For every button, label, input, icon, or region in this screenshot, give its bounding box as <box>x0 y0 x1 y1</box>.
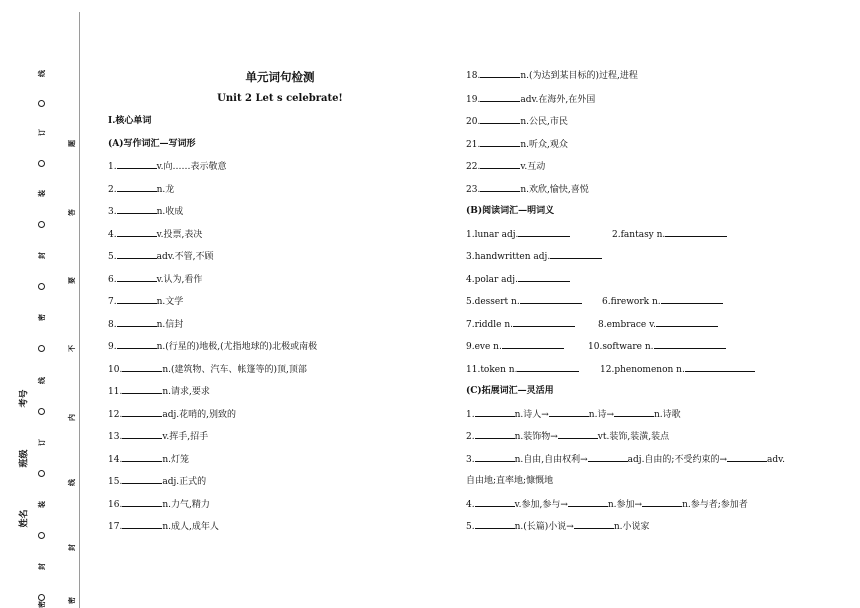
vocab-item <box>466 69 638 82</box>
answer-blank[interactable] <box>122 363 162 372</box>
item-number: 8. <box>108 320 117 330</box>
answer-blank[interactable] <box>588 453 628 462</box>
vocab-item <box>108 363 307 376</box>
answer-blank[interactable] <box>117 205 157 214</box>
item-definition: n.灯笼 <box>162 455 189 465</box>
item-definition: n.力气,精力 <box>162 500 210 510</box>
item-word: 3.handwritten adj. <box>466 252 551 262</box>
item-number: 3. <box>108 207 117 217</box>
vocab-item <box>108 183 174 196</box>
answer-blank[interactable] <box>475 520 515 529</box>
item-number: 19. <box>466 95 481 105</box>
item-definition: n.公民,市民 <box>520 117 568 127</box>
answer-blank[interactable] <box>475 408 515 417</box>
answer-blank[interactable] <box>502 340 564 349</box>
answer-blank[interactable] <box>727 453 767 462</box>
binding-hole <box>38 283 45 290</box>
answer-blank[interactable] <box>117 228 157 237</box>
item-word: 4.polar adj. <box>466 275 518 285</box>
reading-item <box>466 273 570 286</box>
item-number: 2. <box>108 185 117 195</box>
answer-blank[interactable] <box>558 430 598 439</box>
answer-blank[interactable] <box>480 160 520 169</box>
binding-char: 装 <box>37 501 46 508</box>
item-definition: v.向……表示敬意 <box>156 162 227 172</box>
binding-char: 装 <box>37 190 46 197</box>
vocab-item <box>108 520 219 533</box>
answer-blank[interactable] <box>480 138 520 147</box>
answer-blank[interactable] <box>475 498 515 507</box>
answer-blank[interactable] <box>574 520 614 529</box>
class-label: 班级 <box>19 449 30 468</box>
vocab-item <box>466 138 568 151</box>
binding-hole <box>38 100 45 107</box>
binding-hole <box>38 221 45 228</box>
name-label: 姓名 <box>19 509 30 528</box>
item-number: 12. <box>108 410 123 420</box>
item-definition: v.投票,表决 <box>156 230 203 240</box>
reading-item <box>598 318 718 331</box>
reading-item <box>602 295 723 308</box>
item-word: 8.embrace v. <box>598 320 656 330</box>
reading-item <box>466 340 564 353</box>
item-word: 9.eve n. <box>466 342 502 352</box>
item-definition: adv.在海外,在外国 <box>520 95 596 105</box>
item-number: 15. <box>108 477 123 487</box>
answer-blank[interactable] <box>122 408 162 417</box>
item-definition: n.欢欣,愉快,喜悦 <box>520 185 589 195</box>
answer-blank[interactable] <box>122 385 162 394</box>
binding-char: 答 <box>67 209 76 216</box>
item-number: 17. <box>108 522 123 532</box>
answer-blank[interactable] <box>665 228 727 237</box>
derivation-item-continued: 自由地;直率地;慷慨地 <box>466 476 554 486</box>
vocab-item <box>108 408 236 421</box>
reading-item <box>588 340 726 353</box>
binding-char: 线 <box>67 479 76 486</box>
binding-char: 不 <box>67 345 76 352</box>
binding-char: 要 <box>67 277 76 284</box>
vocab-item <box>108 228 202 241</box>
item-number: 7. <box>108 297 117 307</box>
reading-item <box>600 363 755 376</box>
item-number: 9. <box>108 342 117 352</box>
answer-blank[interactable] <box>117 160 157 169</box>
answer-blank[interactable] <box>117 183 157 192</box>
answer-blank[interactable] <box>117 318 157 327</box>
vocab-item <box>108 475 206 488</box>
vocab-item <box>466 160 545 173</box>
binding-char: 密 <box>37 314 46 321</box>
item-word: 11.token n. <box>466 365 518 375</box>
vocab-item <box>108 318 183 331</box>
answer-blank[interactable] <box>549 408 589 417</box>
binding-hole <box>38 345 45 352</box>
item-definition: n.(建筑物、汽车、帐篷等的)顶,顶部 <box>162 365 307 375</box>
item-word: 2.fantasy n. <box>612 230 666 240</box>
subsection-heading-a: (A)写作词汇—写词形 <box>108 139 196 149</box>
answer-blank[interactable] <box>568 498 608 507</box>
item-number: 20. <box>466 117 481 127</box>
page-title: 单元词句检测 <box>245 70 315 84</box>
item-number: 14. <box>108 455 123 465</box>
vocab-item <box>108 205 183 218</box>
answer-blank[interactable] <box>117 340 157 349</box>
item-definition: n.收成 <box>156 207 184 217</box>
item-definition: adv.不管,不顾 <box>156 252 214 262</box>
answer-blank[interactable] <box>520 295 582 304</box>
binding-char: 密 <box>67 597 76 604</box>
answer-blank[interactable] <box>614 408 654 417</box>
item-number: 23. <box>466 185 481 195</box>
item-word: 7.riddle n. <box>466 320 514 330</box>
binding-hole <box>38 160 45 167</box>
item-definition: v.认为,看作 <box>156 275 203 285</box>
binding-char: 订 <box>37 439 46 446</box>
answer-blank[interactable] <box>122 475 162 484</box>
answer-blank[interactable] <box>518 228 570 237</box>
answer-blank[interactable] <box>656 318 718 327</box>
binding-hole <box>38 594 45 601</box>
answer-blank[interactable] <box>475 430 515 439</box>
binding-char: 封 <box>37 563 46 570</box>
vocab-item <box>108 453 189 466</box>
item-definition: n.(行星的)地极,(尤指地球的)北极或南极 <box>156 342 318 352</box>
answer-blank[interactable] <box>122 498 162 507</box>
vocab-item <box>108 430 208 443</box>
item-word: 10.software n. <box>588 342 654 352</box>
answer-blank[interactable] <box>117 250 157 259</box>
vocab-item <box>108 295 183 308</box>
reading-item <box>612 228 727 241</box>
answer-blank[interactable] <box>480 183 520 192</box>
item-number: 22. <box>466 162 481 172</box>
derivation-item: 1. n.诗人→ n.诗→ n.诗歌 <box>466 410 681 420</box>
binding-char: 内 <box>67 414 76 421</box>
binding-char: 订 <box>37 129 46 136</box>
vocab-item <box>108 160 226 173</box>
answer-blank[interactable] <box>480 93 520 102</box>
item-definition: n.听众,观众 <box>520 140 568 150</box>
item-definition: v.互动 <box>520 162 546 172</box>
item-definition: v.挥手,招手 <box>162 432 209 442</box>
binding-char: 密 <box>37 601 46 608</box>
binding-hole <box>38 532 45 539</box>
answer-blank[interactable] <box>480 115 520 124</box>
reading-item <box>466 318 575 331</box>
unit-subtitle: Unit 2 Let s celebrate! <box>217 93 343 104</box>
item-number: 5. <box>108 252 117 262</box>
vocab-item <box>466 115 568 128</box>
vocab-item <box>466 183 589 196</box>
answer-blank[interactable] <box>518 273 570 282</box>
vocab-item <box>108 250 213 263</box>
answer-blank[interactable] <box>642 498 682 507</box>
derivation-item: 5. n.(长篇)小说→ n.小说家 <box>466 522 650 532</box>
answer-blank[interactable] <box>685 363 755 372</box>
binding-char: 线 <box>37 377 46 384</box>
answer-blank[interactable] <box>517 363 579 372</box>
answer-blank[interactable] <box>550 250 602 259</box>
item-word: 6.firework n. <box>602 297 661 307</box>
item-number: 13. <box>108 432 123 442</box>
vocab-item <box>466 93 595 106</box>
derivation-item: 3. n.自由,自由权利→ adj.自由的;不受约束的→ adv. <box>466 455 786 465</box>
answer-blank[interactable] <box>654 340 726 349</box>
item-definition: n.(为达到某目标的)过程,进程 <box>520 71 638 81</box>
item-definition: n.请求,要求 <box>162 387 210 397</box>
item-number: 18. <box>466 71 481 81</box>
answer-blank[interactable] <box>117 273 157 282</box>
item-number: 1. <box>108 162 117 172</box>
binding-char: 题 <box>67 140 76 147</box>
derivation-item: 4. v.参加,参与→ n.参加→ n.参与者;参加者 <box>466 500 748 510</box>
answer-blank[interactable] <box>122 453 162 462</box>
item-number: 10. <box>108 365 123 375</box>
vocab-item <box>108 340 317 353</box>
item-definition: n.文学 <box>156 297 184 307</box>
item-number: 11. <box>108 387 123 397</box>
item-definition: n.龙 <box>156 185 175 195</box>
item-number: 4. <box>108 230 117 240</box>
subsection-heading-b: (B)阅读词汇—明词义 <box>466 206 555 216</box>
binding-hole <box>38 408 45 415</box>
answer-blank[interactable] <box>661 295 723 304</box>
exam-number-label: 考号 <box>19 389 30 408</box>
item-definition: adj.正式的 <box>162 477 207 487</box>
binding-char: 封 <box>37 252 46 259</box>
reading-item <box>466 228 570 241</box>
vocab-item <box>108 273 202 286</box>
item-definition: n.信封 <box>156 320 184 330</box>
reading-item <box>466 250 602 263</box>
answer-blank[interactable] <box>122 430 162 439</box>
binding-char: 线 <box>37 70 46 77</box>
item-number: 21. <box>466 140 481 150</box>
reading-item <box>466 295 582 308</box>
answer-blank[interactable] <box>117 295 157 304</box>
item-number: 16. <box>108 500 123 510</box>
answer-blank[interactable] <box>475 453 515 462</box>
derivation-item: 2. n.装饰物→ vt.装饰,装潢,装点 <box>466 432 670 442</box>
binding-char: 封 <box>67 544 76 551</box>
answer-blank[interactable] <box>122 520 162 529</box>
reading-item <box>466 363 579 376</box>
binding-hole <box>38 470 45 477</box>
answer-blank[interactable] <box>513 318 575 327</box>
binding-divider <box>79 12 80 608</box>
item-word: 5.dessert n. <box>466 297 520 307</box>
item-definition: n.成人,成年人 <box>162 522 219 532</box>
item-number: 6. <box>108 275 117 285</box>
vocab-item <box>108 498 210 511</box>
item-definition: adj.花哨的,别致的 <box>162 410 236 420</box>
answer-blank[interactable] <box>480 69 520 78</box>
item-word: 1.lunar adj. <box>466 230 519 240</box>
vocab-item <box>108 385 210 398</box>
section-heading: Ⅰ.核心单词 <box>108 116 152 126</box>
subsection-heading-c: (C)拓展词汇—灵活用 <box>466 386 554 396</box>
item-word: 12.phenomenon n. <box>600 365 685 375</box>
